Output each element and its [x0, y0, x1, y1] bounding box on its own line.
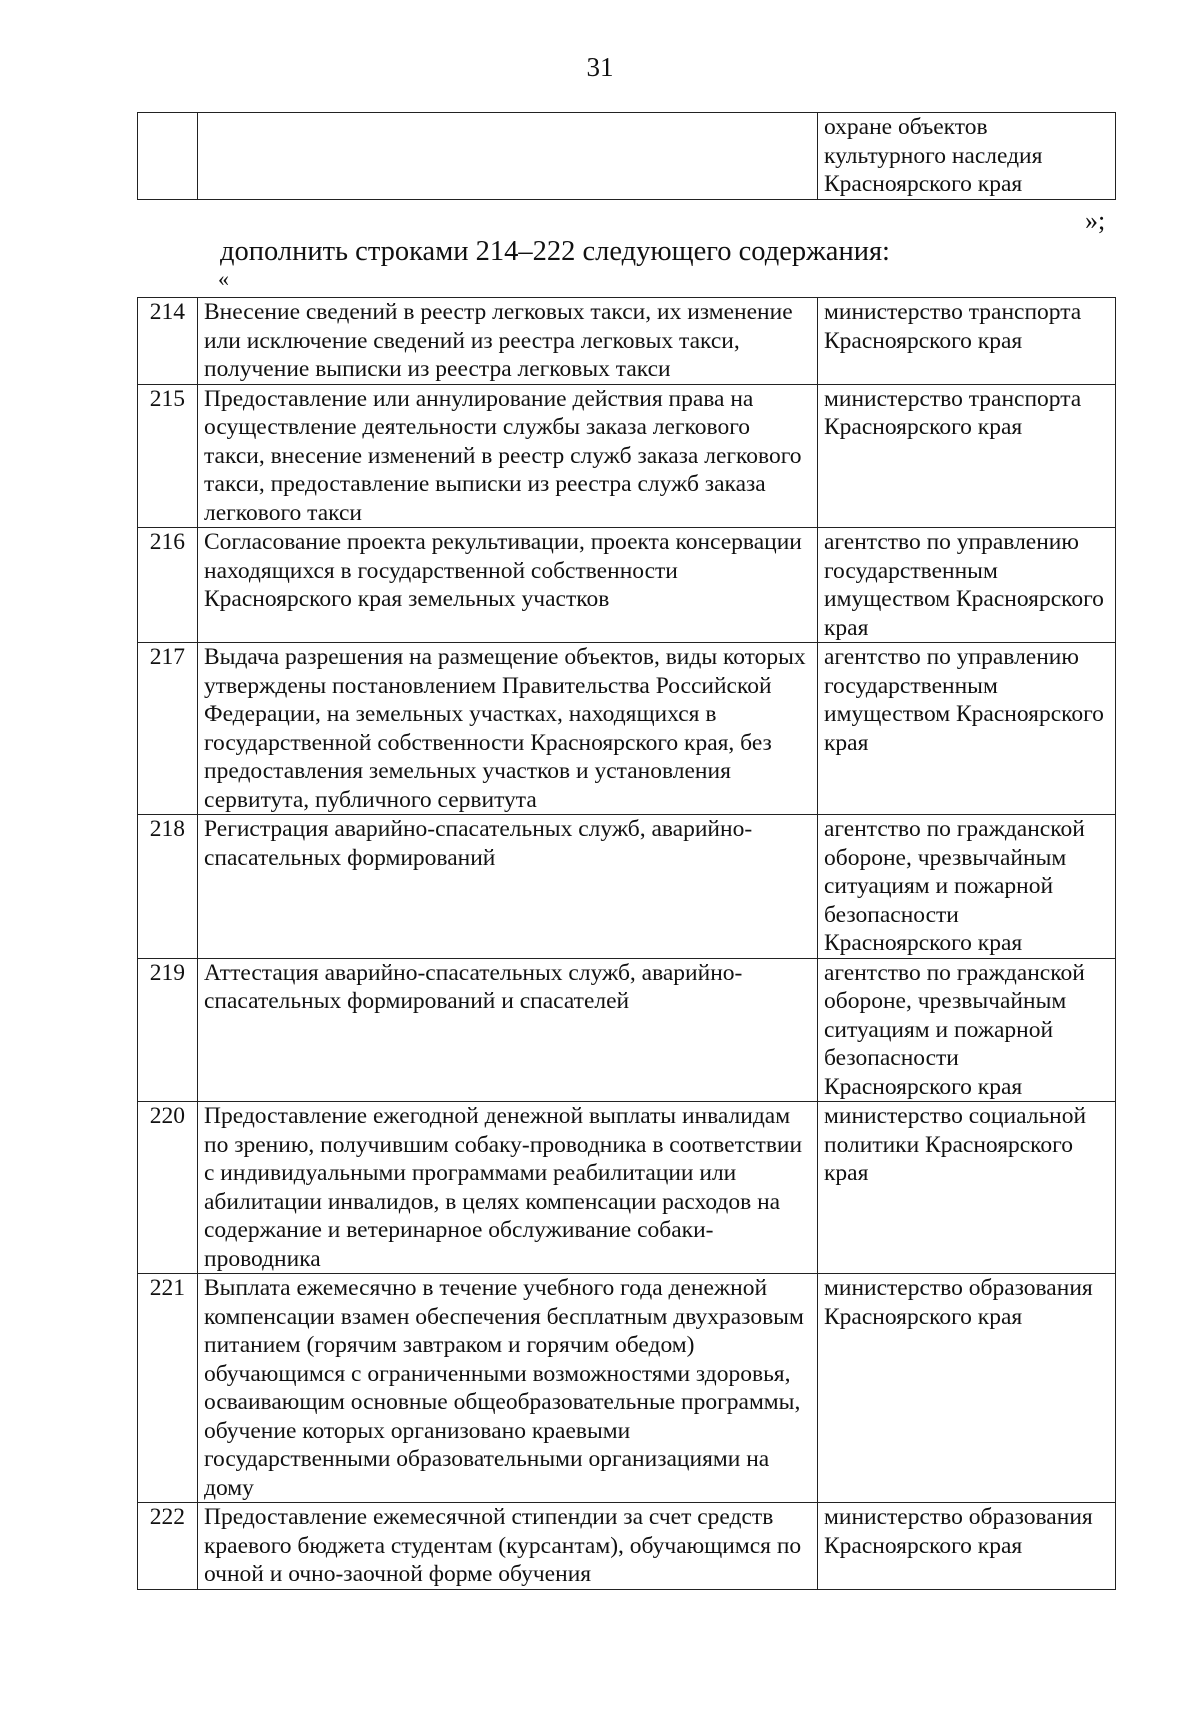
- row-number-cell: 218: [138, 815, 198, 959]
- row-number-cell: [138, 113, 198, 200]
- table-row: [138, 815, 1116, 959]
- continuation-table: [137, 112, 1116, 200]
- service-cell: Аттестация аварийно-спасательных служб, аварийно-спасательных формирований и спасателей: [198, 958, 818, 1102]
- service-cell: Предоставление ежемесячной стипендии за счет средств краевого бюджета студентам (курсантам), обучающимся по очной и очно-заочной форме обучения: [198, 1503, 818, 1590]
- table-row: [138, 1503, 1116, 1590]
- table-row: [138, 643, 1116, 815]
- row-number-cell: 217: [138, 643, 198, 815]
- service-cell: [198, 113, 818, 200]
- row-number-cell: 216: [138, 528, 198, 643]
- services-table: [137, 297, 1116, 1590]
- service-cell: Предоставление ежегодной денежной выплаты инвалидам по зрению, получившим собаку-проводника в соответствии с индивидуальными программами реабилитации или абилитации инвалидов, в целях компенсации расходов на содержание и ветеринарное обслуживание собаки-проводника: [198, 1102, 818, 1274]
- row-number-cell: 219: [138, 958, 198, 1102]
- page-number: 31: [586, 52, 614, 82]
- row-number-cell: 222: [138, 1503, 198, 1590]
- service-cell: Выдача разрешения на размещение объектов, виды которых утверждены постановлением Правительства Российской Федерации, на земельных участках, находящихся в государственной собственности Красноярского края, без предоставления земельных участков и установления сервитута, публичного сервитута: [198, 643, 818, 815]
- row-number-cell: 221: [138, 1274, 198, 1503]
- agency-cell: агентство по управлению государственным имуществом Красноярского края: [818, 528, 1116, 643]
- agency-cell: министерство транспорта Красноярского края: [818, 298, 1116, 385]
- service-cell: Согласование проекта рекультивации, проекта консервации находящихся в государственной собственности Красноярского края земельных участков: [198, 528, 818, 643]
- agency-cell: министерство образования Красноярского края: [818, 1274, 1116, 1503]
- service-cell: Выплата ежемесячно в течение учебного года денежной компенсации взамен обеспечения бесплатным двухразовым питанием (горячим завтраком и горячим обедом) обучающимся с ограниченными возможностями здоровья, осваивающим основные общеобразовательные программы, обучение которых организовано краевыми государственными образовательными организациями на дому: [198, 1274, 818, 1503]
- opening-quote: «: [218, 266, 229, 291]
- row-number-cell: 214: [138, 298, 198, 385]
- agency-cell: агентство по гражданской обороне, чрезвычайным ситуациям и пожарной безопасности Красноярского края: [818, 958, 1116, 1102]
- table-row: [138, 958, 1116, 1102]
- row-number-cell: 220: [138, 1102, 198, 1274]
- row-number-cell: 215: [138, 384, 198, 528]
- table-row: [138, 1274, 1116, 1503]
- agency-cell: охране объектов культурного наследия Красноярского края: [818, 113, 1116, 200]
- table-row: [138, 1102, 1116, 1274]
- agency-cell: министерство образования Красноярского края: [818, 1503, 1116, 1590]
- table-row: [138, 113, 1116, 200]
- agency-cell: министерство социальной политики Красноярского края: [818, 1102, 1116, 1274]
- table-row: [138, 528, 1116, 643]
- closing-quote: »;: [1085, 206, 1106, 235]
- agency-cell: агентство по управлению государственным имуществом Красноярского края: [818, 643, 1116, 815]
- service-cell: Регистрация аварийно-спасательных служб, аварийно-спасательных формирований: [198, 815, 818, 959]
- table-row: [138, 298, 1116, 385]
- table-row: [138, 384, 1116, 528]
- agency-cell: министерство транспорта Красноярского края: [818, 384, 1116, 528]
- service-cell: Предоставление или аннулирование действия права на осуществление деятельности службы заказа легкового такси, внесение изменений в реестр служб заказа легкового такси, предоставление выписки из реестра служб заказа легкового такси: [198, 384, 818, 528]
- service-cell: Внесение сведений в реестр легковых такси, их изменение или исключение сведений из реестра легковых такси, получение выписки из реестра легковых такси: [198, 298, 818, 385]
- agency-cell: агентство по гражданской обороне, чрезвычайным ситуациям и пожарной безопасности Красноярского края: [818, 815, 1116, 959]
- intro-text: дополнить строками 214–222 следующего содержания:: [220, 236, 890, 267]
